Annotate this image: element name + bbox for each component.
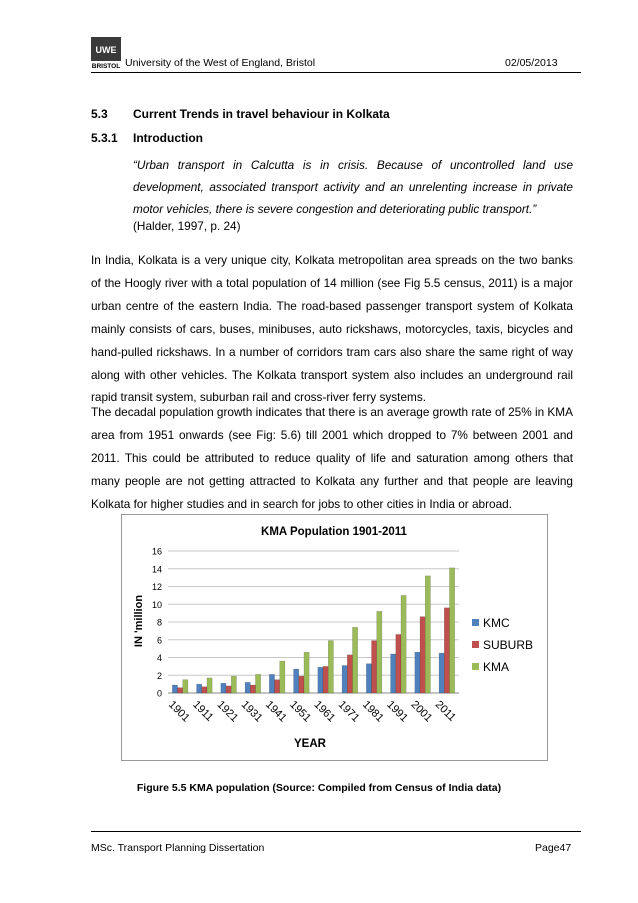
y-tick-label: 4 (156, 653, 162, 663)
x-tick-label: 1991 (384, 698, 411, 725)
bar-suburb-1931 (250, 685, 255, 693)
y-tick-label: 2 (156, 670, 162, 681)
x-tick-label: 1901 (166, 698, 192, 725)
bar-kma-1991 (401, 595, 406, 693)
x-tick-label: 2011 (432, 698, 458, 724)
footer-divider (91, 831, 581, 832)
section-title: Current Trends in travel behaviour in Kolkata (133, 107, 390, 121)
x-axis-ticks (166, 699, 458, 725)
legend-swatch-kma (472, 663, 479, 670)
bar-suburb-1951 (299, 676, 304, 693)
chart-canvas (122, 515, 547, 760)
bar-kma-1981 (377, 611, 382, 693)
bar-suburb-2001 (420, 617, 425, 693)
quote-citation: (Halder, 1997, p. 24) (133, 219, 241, 233)
y-axis-ticks (152, 547, 162, 699)
population-chart (121, 514, 548, 761)
x-tick-label: 1941 (263, 698, 289, 725)
bar-suburb-1921 (226, 686, 231, 693)
subsection-number: 5.3.1 (91, 131, 118, 145)
chart-title: KMA Population 1901-2011 (261, 526, 407, 538)
header-institution: University of the West of England, Bristol (125, 57, 316, 69)
y-axis-label: IN 'million (133, 594, 145, 648)
x-tick-label: 1961 (311, 698, 338, 725)
x-tick-label: 1911 (190, 698, 216, 724)
bar-suburb-1971 (347, 655, 352, 693)
y-tick-label: 10 (151, 599, 162, 610)
body-paragraph: In India, Kolkata is a very unique city, Kolkata metropolitan area spreads on the two banks of the Hoogly river with a total population of 14 million (see Fig 5.5 census, 2011) is a major urban centre of the eastern India. The road-based passenger transport system of Kolkata mainly consists of cars, buses, minibuses, auto rickshaws, motorcycles, taxis, bicycles and hand-pulled rickshaws. In a number of corridors tram cars also share the same right of way along with other vehicles. The Kolkata transport system also includes an underground rail rapid transit system, suburban rail and cross-river ferry systems. (91, 253, 573, 405)
bar-suburb-1981 (372, 641, 377, 693)
section-number: 5.3 (91, 107, 108, 121)
bar-kma-2001 (425, 576, 430, 693)
bar-kmc-1911 (197, 684, 202, 693)
subsection-title: Introduction (133, 131, 203, 145)
bar-kmc-1921 (221, 683, 226, 693)
bar-kmc-2011 (439, 653, 444, 693)
bar-suburb-2011 (444, 608, 449, 693)
header-date: 02/05/2013 (505, 57, 558, 69)
y-tick-label: 0 (156, 688, 162, 699)
x-tick-label: 1951 (287, 698, 314, 725)
x-tick-label: 2001 (408, 698, 435, 725)
x-tick-label: 1931 (238, 698, 265, 725)
x-axis-label: YEAR (294, 738, 326, 750)
legend-label-kmc: KMC (483, 616, 510, 630)
bar-suburb-1901 (178, 688, 183, 693)
y-tick-label: 16 (151, 546, 162, 557)
logo-wordmark: BRISTOL (91, 63, 121, 69)
bar-kmc-2001 (415, 652, 420, 693)
bar-kmc-1931 (245, 682, 250, 693)
bar-suburb-1991 (396, 634, 401, 693)
x-tick-label: 1921 (214, 698, 241, 725)
bar-kma-1941 (280, 661, 285, 693)
bar-kmc-1901 (172, 685, 177, 693)
bar-kma-1921 (231, 676, 236, 693)
uwe-logo (91, 37, 123, 69)
page-number: Page47 (535, 842, 572, 854)
bar-kmc-1971 (342, 665, 347, 693)
header-divider (91, 72, 581, 73)
legend-label-suburb: SUBURB (483, 638, 534, 652)
legend-swatch-kmc (472, 619, 479, 626)
legend-label-kma: KMA (483, 660, 510, 674)
body-paragraph: The decadal population growth indicates that there is an average growth rate of 25% in KMA area from 1951 onwards (see Fig: 5.6) till 2001 which dropped to 7% between 2001 and 2011. This could be attributed to reduce quality of life and saturation among others that many people are not getting attracted to Kolkata any further and that people are leaving Kolkata for higher studies and in search for jobs to other cities in India or abroad. (91, 405, 573, 511)
bar-kma-1961 (328, 641, 333, 693)
x-tick-label: 1971 (335, 698, 362, 725)
footer-title: MSc. Transport Planning Dissertation (91, 842, 265, 854)
bar-kmc-1951 (294, 669, 299, 693)
bar-suburb-1961 (323, 666, 328, 693)
bar-kma-1911 (207, 678, 212, 693)
bar-kma-1971 (352, 627, 357, 693)
y-tick-label: 8 (156, 617, 162, 628)
bar-kma-1951 (304, 652, 309, 693)
x-tick-label: 1981 (360, 698, 386, 725)
bar-suburb-1941 (275, 680, 280, 693)
logo-mark: UWE (95, 45, 117, 55)
bar-kmc-1941 (269, 674, 274, 693)
chart-legend (472, 616, 533, 674)
bar-suburb-1911 (202, 687, 207, 693)
bar-kma-2011 (449, 568, 454, 693)
bar-kmc-1961 (318, 667, 323, 693)
block-quote: “Urban transport in Calcutta is in crisis. Because of uncontrolled land use development, associated transport activity and an unrelenting increase in private motor vehicles, there is severe congestion and deteriorating public transport.” (133, 158, 573, 216)
y-tick-label: 6 (156, 635, 162, 646)
figure-caption: Figure 5.5 KMA population (Source: Compiled from Census of India data) (136, 782, 502, 794)
bar-kma-1901 (183, 680, 188, 693)
y-tick-label: 14 (151, 564, 162, 575)
legend-swatch-suburb (472, 641, 479, 648)
y-tick-label: 12 (151, 582, 162, 592)
bar-kma-1931 (255, 674, 260, 693)
bar-kmc-1991 (391, 654, 396, 693)
bar-kmc-1981 (366, 664, 371, 693)
